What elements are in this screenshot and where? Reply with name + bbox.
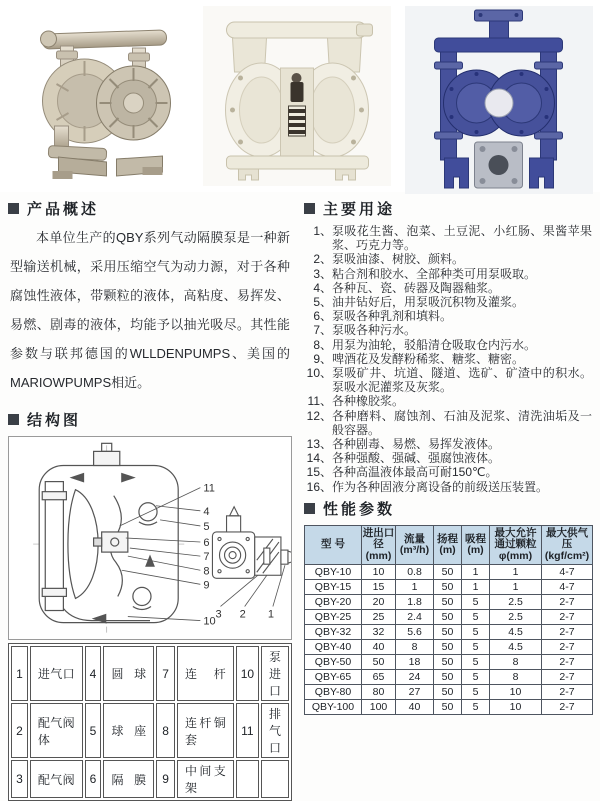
cell-model: QBY-15 bbox=[305, 580, 362, 595]
section-header-structure bbox=[8, 409, 292, 430]
part-number: 5 bbox=[85, 703, 102, 758]
part-name: 配气阀 bbox=[30, 760, 83, 798]
cell-pressure: 2-7 bbox=[542, 700, 593, 715]
part-name: 泵进口 bbox=[261, 646, 289, 701]
cell-pressure: 2-7 bbox=[542, 670, 593, 685]
performance-table-row bbox=[305, 595, 593, 610]
square-bullet-icon bbox=[304, 503, 315, 514]
performance-table-row bbox=[305, 670, 593, 685]
performance-table bbox=[304, 525, 593, 716]
item-number: 16、 bbox=[306, 479, 332, 494]
item-number: 6、 bbox=[313, 309, 332, 324]
item-text: 泵吸各种乳剂和填料。 bbox=[332, 309, 453, 324]
cell-particle: 2.5 bbox=[490, 595, 542, 610]
part-number: 4 bbox=[85, 646, 102, 701]
callout-label: 10 bbox=[203, 615, 216, 628]
cell-model: QBY-25 bbox=[305, 610, 362, 625]
performance-table-row bbox=[305, 610, 593, 625]
column-header: 最大供气压 (kgf/cm²) bbox=[542, 525, 593, 565]
section-header-overview bbox=[8, 198, 292, 219]
cell-flow: 2.4 bbox=[396, 610, 434, 625]
cell-head: 50 bbox=[434, 565, 462, 580]
parts-table-row bbox=[11, 646, 289, 701]
part-name: 中间支架 bbox=[177, 760, 234, 798]
performance-table-row bbox=[305, 655, 593, 670]
cell-bore: 15 bbox=[362, 580, 396, 595]
cell-model: QBY-65 bbox=[305, 670, 362, 685]
cell-particle: 1 bbox=[490, 580, 542, 595]
item-text: 泵吸矿井、坑道、隧道、选矿、矿渣中的积水。泵吸水泥灌浆及灰浆。 bbox=[332, 366, 592, 395]
cell-bore: 10 bbox=[362, 565, 396, 580]
cell-particle: 1 bbox=[490, 565, 542, 580]
cell-model: QBY-80 bbox=[305, 685, 362, 700]
part-name: 排气口 bbox=[261, 703, 289, 758]
cell-head: 50 bbox=[434, 670, 462, 685]
uses-list-item bbox=[304, 252, 592, 266]
uses-list-item bbox=[304, 480, 592, 494]
pump-photo-cast-iron bbox=[405, 6, 593, 194]
section-header-uses bbox=[304, 198, 592, 219]
callout-label: 2 bbox=[239, 608, 246, 621]
cell-suction: 5 bbox=[462, 625, 490, 640]
callout-label: 4 bbox=[203, 505, 210, 518]
cell-flow: 8 bbox=[396, 640, 434, 655]
cell-bore: 80 bbox=[362, 685, 396, 700]
uses-list-item bbox=[304, 267, 592, 281]
callout-label: 3 bbox=[215, 608, 222, 621]
item-text: 油井钻好后，用泵吸沉积物及灌浆。 bbox=[332, 295, 525, 310]
item-number: 12、 bbox=[306, 408, 332, 423]
item-number: 9、 bbox=[313, 351, 332, 366]
section-title: 结构图 bbox=[27, 412, 82, 429]
item-text: 用泵为油轮，驳船清仓吸取仓内污水。 bbox=[332, 337, 537, 352]
cell-flow: 18 bbox=[396, 655, 434, 670]
callout-label: 9 bbox=[203, 579, 210, 592]
cell-suction: 5 bbox=[462, 610, 490, 625]
uses-list-item bbox=[304, 352, 592, 366]
column-header: 型 号 bbox=[305, 525, 362, 565]
callout-label: 5 bbox=[203, 520, 210, 533]
part-number: 6 bbox=[85, 760, 102, 798]
uses-list-item bbox=[304, 309, 592, 323]
item-text: 泵吸各种污水。 bbox=[332, 323, 417, 338]
item-number: 14、 bbox=[306, 451, 332, 466]
item-text: 各种高温液体最高可耐150℃。 bbox=[332, 465, 498, 480]
item-text: 作为各种固液分离设备的前级送压装置。 bbox=[332, 479, 549, 494]
cell-head: 50 bbox=[434, 625, 462, 640]
cell-pressure: 2-7 bbox=[542, 625, 593, 640]
pump-cross-section-drawing bbox=[9, 437, 291, 639]
cell-bore: 65 bbox=[362, 670, 396, 685]
cell-bore: 25 bbox=[362, 610, 396, 625]
section-title: 主要用途 bbox=[323, 201, 396, 218]
parts-table-row bbox=[11, 703, 289, 758]
cell-head: 50 bbox=[434, 685, 462, 700]
item-text: 粘合剂和胶水、全部种类可用泵吸取。 bbox=[332, 266, 537, 281]
item-number: 4、 bbox=[313, 280, 332, 295]
item-text: 各种瓦、瓷、砖器及陶器釉浆。 bbox=[332, 280, 501, 295]
item-text: 泵吸花生酱、泡菜、土豆泥、小红肠、果酱苹果浆、巧克力等。 bbox=[332, 224, 592, 253]
cell-head: 50 bbox=[434, 595, 462, 610]
item-text: 各种橡胶浆。 bbox=[332, 394, 405, 409]
uses-list-item bbox=[304, 224, 592, 252]
item-number: 8、 bbox=[313, 337, 332, 352]
cell-head: 50 bbox=[434, 610, 462, 625]
uses-list-item bbox=[304, 323, 592, 337]
part-name bbox=[261, 760, 289, 798]
section-title: 产品概述 bbox=[27, 201, 100, 218]
item-text: 各种磨料、腐蚀剂、石油及泥浆、清洗油垢及一般容器。 bbox=[332, 408, 592, 437]
cell-pressure: 2-7 bbox=[542, 685, 593, 700]
cell-suction: 5 bbox=[462, 700, 490, 715]
uses-list-item bbox=[304, 281, 592, 295]
performance-table-header bbox=[305, 525, 593, 565]
callout-label: 7 bbox=[203, 551, 210, 564]
cell-suction: 5 bbox=[462, 685, 490, 700]
product-photos bbox=[0, 0, 600, 192]
item-number: 1、 bbox=[313, 224, 332, 238]
part-name: 配气阀体 bbox=[30, 703, 83, 758]
item-number: 10、 bbox=[306, 366, 332, 381]
parts-table-row bbox=[11, 760, 289, 798]
column-header: 流量 (m³/h) bbox=[396, 525, 434, 565]
item-number: 11、 bbox=[307, 394, 332, 409]
part-number bbox=[236, 760, 259, 798]
item-number: 5、 bbox=[313, 295, 332, 310]
performance-table-row bbox=[305, 625, 593, 640]
cell-flow: 27 bbox=[396, 685, 434, 700]
part-number: 1 bbox=[11, 646, 28, 701]
square-bullet-icon bbox=[304, 203, 315, 214]
structure-diagram bbox=[8, 436, 292, 640]
overview-paragraph: 本单位生产的QBY系列气动隔膜泵是一种新型输送机械，采用压缩空气为动力源，对于各种腐蚀性液体，带颗粒的液体，高粘度、易挥发、易燃、剧毒的液体，均能予以抽光吸尽。其性能参数与联邦德国的WLLDENPUMPS、美国的MARIOWPUMPS相近。 bbox=[10, 230, 290, 390]
part-name: 连杆 bbox=[177, 646, 234, 701]
column-header: 吸程 (m) bbox=[462, 525, 490, 565]
cell-pressure: 4-7 bbox=[542, 580, 593, 595]
part-number: 10 bbox=[236, 646, 259, 701]
cell-pressure: 2-7 bbox=[542, 610, 593, 625]
part-name: 隔膜 bbox=[103, 760, 154, 798]
cell-model: QBY-20 bbox=[305, 595, 362, 610]
item-number: 15、 bbox=[306, 465, 332, 480]
uses-list bbox=[304, 224, 592, 494]
cell-suction: 5 bbox=[462, 655, 490, 670]
uses-list-item bbox=[304, 465, 592, 479]
cell-model: QBY-10 bbox=[305, 565, 362, 580]
item-text: 泵吸油漆、树胶、颜料。 bbox=[332, 252, 465, 267]
cell-suction: 1 bbox=[462, 565, 490, 580]
callout-label: 6 bbox=[203, 537, 210, 550]
item-number: 3、 bbox=[313, 266, 332, 281]
cell-model: QBY-50 bbox=[305, 655, 362, 670]
callout-label: 11 bbox=[203, 482, 215, 495]
cell-suction: 5 bbox=[462, 595, 490, 610]
item-text: 各种强酸、强碱、强腐蚀液体。 bbox=[332, 451, 501, 466]
section-title: 性能参数 bbox=[323, 500, 396, 518]
item-number: 2、 bbox=[313, 252, 332, 267]
cell-head: 50 bbox=[434, 700, 462, 715]
cell-particle: 2.5 bbox=[490, 610, 542, 625]
cell-pressure: 2-7 bbox=[542, 595, 593, 610]
square-bullet-icon bbox=[8, 203, 19, 214]
performance-table-row bbox=[305, 580, 593, 595]
part-number: 2 bbox=[11, 703, 28, 758]
performance-table-body bbox=[305, 565, 593, 715]
cell-model: QBY-32 bbox=[305, 625, 362, 640]
section-header-performance bbox=[304, 498, 592, 519]
item-text: 各种剧毒、易燃、易挥发液体。 bbox=[332, 437, 501, 452]
item-number: 7、 bbox=[313, 323, 332, 338]
uses-list-item bbox=[304, 295, 592, 309]
cell-particle: 8 bbox=[490, 655, 542, 670]
item-number: 13、 bbox=[306, 437, 332, 452]
cell-particle: 10 bbox=[490, 700, 542, 715]
performance-table-row bbox=[305, 640, 593, 655]
cell-flow: 0.8 bbox=[396, 565, 434, 580]
cell-head: 50 bbox=[434, 580, 462, 595]
part-name: 进气口 bbox=[30, 646, 83, 701]
cell-flow: 1 bbox=[396, 580, 434, 595]
parts-legend-table bbox=[8, 643, 292, 801]
cell-pressure: 2-7 bbox=[542, 640, 593, 655]
uses-list-item bbox=[304, 409, 592, 437]
cell-particle: 4.5 bbox=[490, 625, 542, 640]
callout-label: 8 bbox=[203, 565, 210, 578]
left-column bbox=[0, 192, 298, 801]
cell-flow: 5.6 bbox=[396, 625, 434, 640]
cell-pressure: 4-7 bbox=[542, 565, 593, 580]
uses-list-item bbox=[304, 394, 592, 408]
part-number: 7 bbox=[156, 646, 175, 701]
cell-bore: 50 bbox=[362, 655, 396, 670]
part-number: 3 bbox=[11, 760, 28, 798]
cell-particle: 10 bbox=[490, 685, 542, 700]
column-header: 扬程 (m) bbox=[434, 525, 462, 565]
cell-flow: 24 bbox=[396, 670, 434, 685]
cell-head: 50 bbox=[434, 655, 462, 670]
uses-list-item bbox=[304, 451, 592, 465]
part-number: 9 bbox=[156, 760, 175, 798]
cell-bore: 40 bbox=[362, 640, 396, 655]
cell-pressure: 2-7 bbox=[542, 655, 593, 670]
cell-model: QBY-40 bbox=[305, 640, 362, 655]
performance-table-row bbox=[305, 700, 593, 715]
cell-suction: 1 bbox=[462, 580, 490, 595]
cell-bore: 100 bbox=[362, 700, 396, 715]
cell-flow: 40 bbox=[396, 700, 434, 715]
square-bullet-icon bbox=[8, 414, 19, 425]
uses-list-item bbox=[304, 366, 592, 394]
cell-bore: 32 bbox=[362, 625, 396, 640]
column-header: 最大允许通过颗粒 φ(mm) bbox=[490, 525, 542, 565]
item-text: 啤酒花及发酵粉稀浆、糖浆、糖密。 bbox=[332, 351, 525, 366]
air-valve-drawing bbox=[212, 507, 291, 607]
cell-head: 50 bbox=[434, 640, 462, 655]
uses-list-item bbox=[304, 437, 592, 451]
cell-suction: 5 bbox=[462, 640, 490, 655]
performance-table-row bbox=[305, 565, 593, 580]
callout-label: 1 bbox=[267, 608, 274, 621]
pump-photo-plastic bbox=[203, 6, 391, 186]
cell-particle: 8 bbox=[490, 670, 542, 685]
cell-flow: 1.8 bbox=[396, 595, 434, 610]
part-name: 球座 bbox=[103, 703, 154, 758]
performance-table-row bbox=[305, 685, 593, 700]
part-name: 圆球 bbox=[103, 646, 154, 701]
part-name: 连杆铜套 bbox=[177, 703, 234, 758]
part-number: 8 bbox=[156, 703, 175, 758]
cell-bore: 20 bbox=[362, 595, 396, 610]
part-number: 11 bbox=[236, 703, 259, 758]
column-header: 进出口径 (mm) bbox=[362, 525, 396, 565]
uses-list-item bbox=[304, 338, 592, 352]
right-column bbox=[298, 192, 600, 715]
cell-particle: 4.5 bbox=[490, 640, 542, 655]
cell-model: QBY-100 bbox=[305, 700, 362, 715]
pump-photo-metal bbox=[10, 6, 190, 186]
cell-suction: 5 bbox=[462, 670, 490, 685]
